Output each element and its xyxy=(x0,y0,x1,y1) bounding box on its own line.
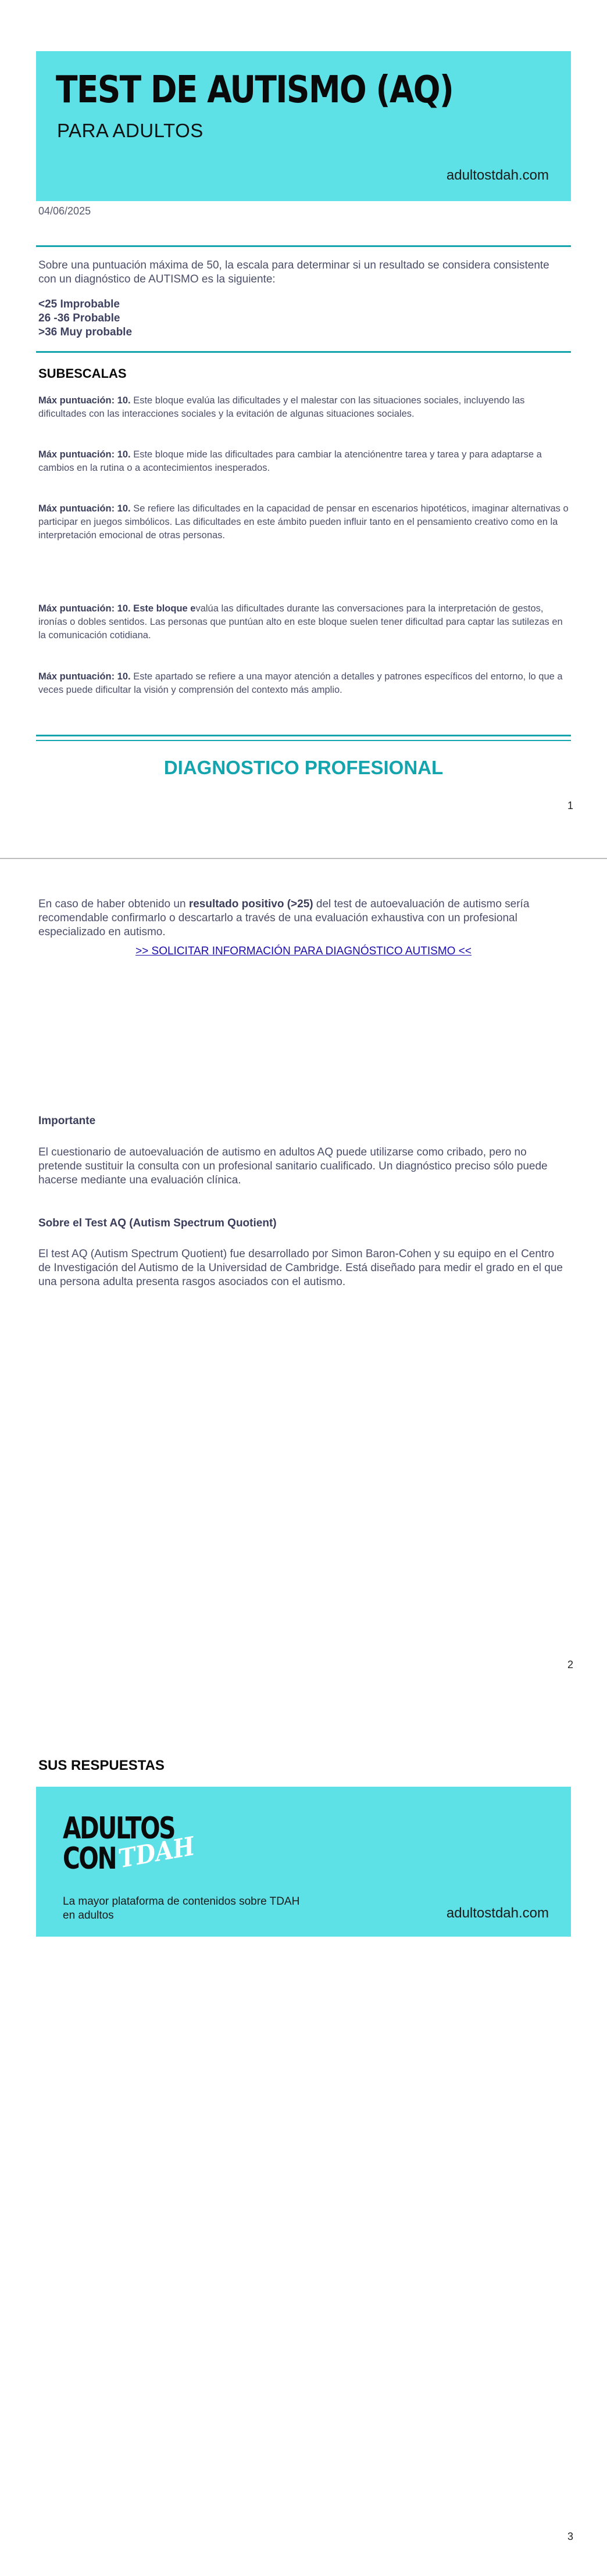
level-muy-probable: >36 Muy probable xyxy=(38,326,133,338)
positive-text-end: del test de autoevaluación de autismo sería recomendable confirmarlo o descartarlo a través de una evaluación exhaustiva con un profesional especializado en autismo. xyxy=(38,898,530,938)
subscale-item xyxy=(38,502,569,542)
site-url: adultostdah.com xyxy=(446,167,549,183)
header-banner xyxy=(36,51,571,201)
divider xyxy=(36,740,571,741)
subscale-text: Este bloque evalúa las dificultades y el malestar con las situaciones sociales, incluyendo las dificultades con las interacciones sociales y la evitación de algunas situaciones sociales. xyxy=(38,395,525,419)
divider xyxy=(36,245,571,247)
subscale-item xyxy=(38,448,569,475)
subscale-label: Máx puntuación: 10. Este bloque e xyxy=(38,603,196,614)
subscale-label: Máx puntuación: 10. xyxy=(38,395,131,406)
answers-title: SUS RESPUESTAS xyxy=(38,1758,165,1773)
page-number: 3 xyxy=(567,2531,573,2542)
adultos-con-tdah-logo xyxy=(63,1811,197,1881)
subscale-item xyxy=(38,670,569,697)
important-heading: Importante xyxy=(38,1115,96,1127)
divider xyxy=(36,351,571,353)
subscale-text: Se refiere las dificultades en la capacidad de pensar en escenarios hipotéticos, imaginar alternativas o participar en juegos simbólicos. Las dificultades en este ámbito pueden influir tanto en el pensamiento creativo como en la interpretación emocional de otras personas. xyxy=(38,503,569,541)
logo-word-adultos: ADULTOS xyxy=(63,1811,175,1846)
divider xyxy=(36,735,571,736)
page-title: TEST DE AUTISMO (AQ) xyxy=(56,69,454,112)
positive-result-text xyxy=(38,897,569,939)
diagnostico-title: DIAGNOSTICO PROFESIONAL xyxy=(163,757,444,778)
diagnosis-info-link[interactable]: >> SOLICITAR INFORMACIÓN PARA DIAGNÓSTICO AUTISMO << xyxy=(135,945,472,957)
page-number: 1 xyxy=(567,800,573,811)
logo-word-con: CON xyxy=(63,1841,116,1876)
subscale-item xyxy=(38,394,569,421)
site-url: adultostdah.com xyxy=(446,1905,549,1921)
subscale-item xyxy=(38,602,569,642)
subscale-label: Máx puntuación: 10. xyxy=(38,449,131,460)
page-2 xyxy=(0,859,607,1717)
about-text: El test AQ (Autism Spectrum Quotient) fue desarrollado por Simon Baron-Cohen y su equipo en el Centro de Investigación del Autismo de la Universidad de Cambridge. Está diseñado para medir el grado en el que una persona adulta presenta rasgos asociados con el autismo. xyxy=(38,1248,563,1288)
subscale-label: Máx puntuación: 10. xyxy=(38,503,131,514)
positive-result-highlight: resultado positivo (>25) xyxy=(188,898,313,910)
logo-word-tdah: TDAH xyxy=(116,1831,197,1874)
important-text: El cuestionario de autoevaluación de autismo en adultos AQ puede utilizarse como cribado, pero no pretende sustituir la consulta con un profesional sanitario cualificado. Un diagnóstico preciso sólo puede hacerse mediante una evaluación clínica. xyxy=(38,1146,548,1186)
page-1 xyxy=(0,0,607,858)
level-probable: 26 -36 Probable xyxy=(38,312,120,324)
about-heading: Sobre el Test AQ (Autism Spectrum Quotient) xyxy=(38,1217,277,1229)
brand-banner xyxy=(36,1787,571,1937)
page-subtitle: PARA ADULTOS xyxy=(57,120,203,141)
report-date: 04/06/2025 xyxy=(38,205,91,217)
level-improbable: <25 Improbable xyxy=(38,298,120,310)
score-levels xyxy=(38,298,132,339)
positive-text-start: En caso de haber obtenido un xyxy=(38,898,189,910)
subscale-text: valúa las dificultades durante las conversaciones para la interpretación de gestos, ironías o dobles sentidos. Las personas que puntúan alto en este bloque suelen tener dificultad para captar las sutilezas en la comunicación cotidiana. xyxy=(38,603,563,641)
subscale-label: Máx puntuación: 10. xyxy=(38,671,131,682)
brand-tagline: La mayor plataforma de contenidos sobre TDAH en adultos xyxy=(63,1895,300,1922)
subscale-text: Este bloque mide las dificultades para cambiar la atenciónentre tarea y tarea y para adaptarse a cambios en la rutina o a acontecimientos inesperados. xyxy=(38,449,542,473)
subscale-text: Este apartado se refiere a una mayor atención a detalles y patrones específicos del entorno, lo que a veces puede dificultar la visión y comprensión del contexto más amplio. xyxy=(38,671,563,695)
subscales-heading: SUBESCALAS xyxy=(38,366,127,381)
page-number: 2 xyxy=(567,1659,573,1670)
intro-text: Sobre una puntuación máxima de 50, la escala para determinar si un resultado se considera consistente con un diagnóstico de AUTISMO es la siguiente: xyxy=(38,259,549,285)
